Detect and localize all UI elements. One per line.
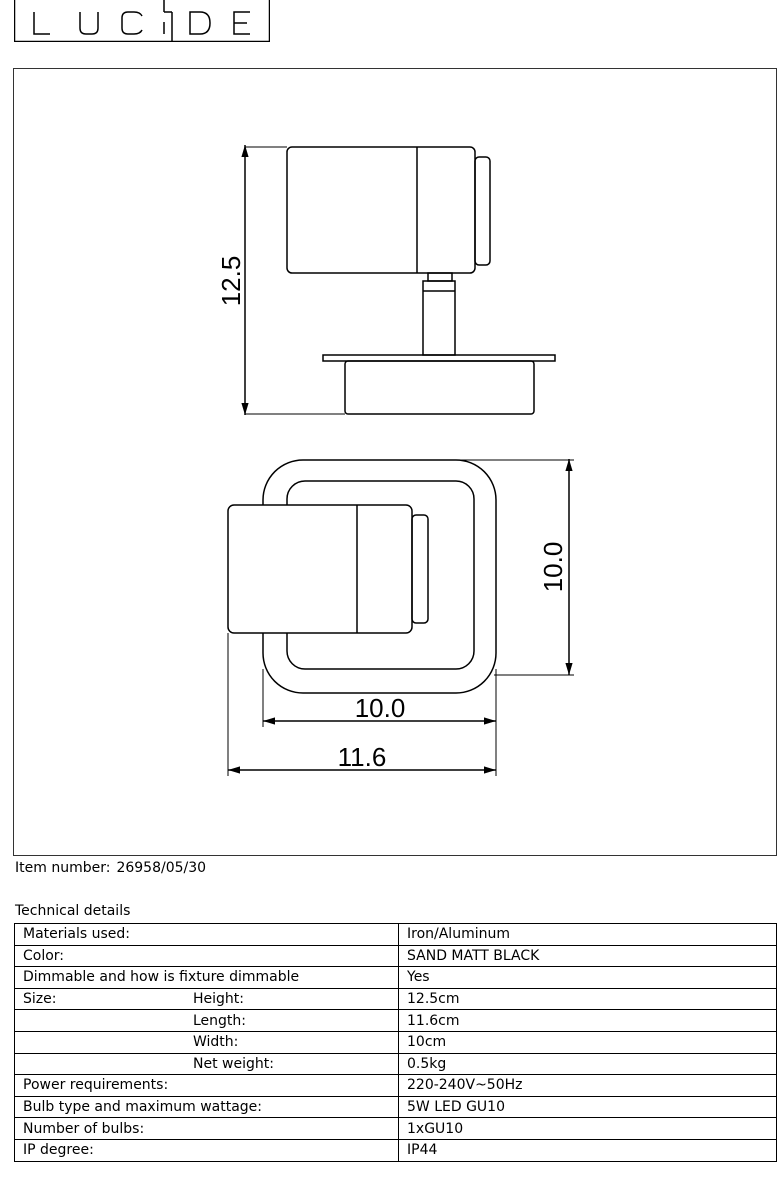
- dim-depth: 10.0: [538, 541, 568, 593]
- spec-value: 0.5kg: [399, 1053, 777, 1075]
- top-view: [228, 459, 574, 776]
- table-row: [15, 1053, 777, 1075]
- spec-value: 220-240V~50Hz: [399, 1075, 777, 1097]
- spec-value: 5W LED GU10: [399, 1096, 777, 1118]
- table-row: [15, 967, 777, 989]
- spec-label-cell: [15, 1053, 399, 1075]
- spec-label: Size:: [23, 991, 57, 1008]
- spec-label-cell: Color:: [15, 945, 399, 967]
- spec-value: 12.5cm: [399, 988, 777, 1010]
- table-row: [15, 924, 777, 946]
- dim-width-outer: 11.6: [337, 742, 387, 772]
- table-row: [15, 1096, 777, 1118]
- table-row: [15, 1075, 777, 1097]
- table-row: [15, 1010, 777, 1032]
- spec-label-cell: Dimmable and how is fixture dimmable: [15, 967, 399, 989]
- spec-value: IP44: [399, 1139, 777, 1161]
- table-row: [15, 1031, 777, 1053]
- spec-label-cell: [15, 1010, 399, 1032]
- spec-label-cell: [15, 988, 399, 1010]
- side-view: [245, 145, 555, 415]
- item-number-value: 26958/05/30: [116, 860, 207, 876]
- spec-sublabel: Net weight:: [193, 1055, 274, 1072]
- spec-label-cell: IP degree:: [15, 1139, 399, 1161]
- item-number-label: Item number:: [15, 860, 111, 876]
- spec-value: 10cm: [399, 1031, 777, 1053]
- spec-sublabel: Length:: [193, 1012, 247, 1029]
- table-row: [15, 945, 777, 967]
- table-row: [15, 1139, 777, 1161]
- spec-value: Yes: [399, 967, 777, 989]
- spec-value: 11.6cm: [399, 1010, 777, 1032]
- spec-label-cell: Bulb type and maximum wattage:: [15, 1096, 399, 1118]
- lucide-logo: [14, 0, 270, 42]
- table-row: [15, 1118, 777, 1140]
- technical-details-title: Technical details: [15, 903, 131, 919]
- technical-drawing: [13, 68, 777, 856]
- spec-label-cell: Number of bulbs:: [15, 1118, 399, 1140]
- item-number: [15, 860, 206, 876]
- spec-value: Iron/Aluminum: [399, 924, 777, 946]
- dim-height: 12.5: [216, 255, 246, 307]
- spec-label-cell: Power requirements:: [15, 1075, 399, 1097]
- spec-value: SAND MATT BLACK: [399, 945, 777, 967]
- spec-sublabel: Height:: [193, 991, 244, 1008]
- dim-width-inner: 10.0: [354, 693, 406, 723]
- spec-value: 1xGU10: [399, 1118, 777, 1140]
- spec-label-cell: [15, 1031, 399, 1053]
- spec-label-cell: Materials used:: [15, 924, 399, 946]
- spec-sublabel: Width:: [193, 1034, 239, 1051]
- table-row: [15, 988, 777, 1010]
- technical-details-table: [14, 923, 777, 1162]
